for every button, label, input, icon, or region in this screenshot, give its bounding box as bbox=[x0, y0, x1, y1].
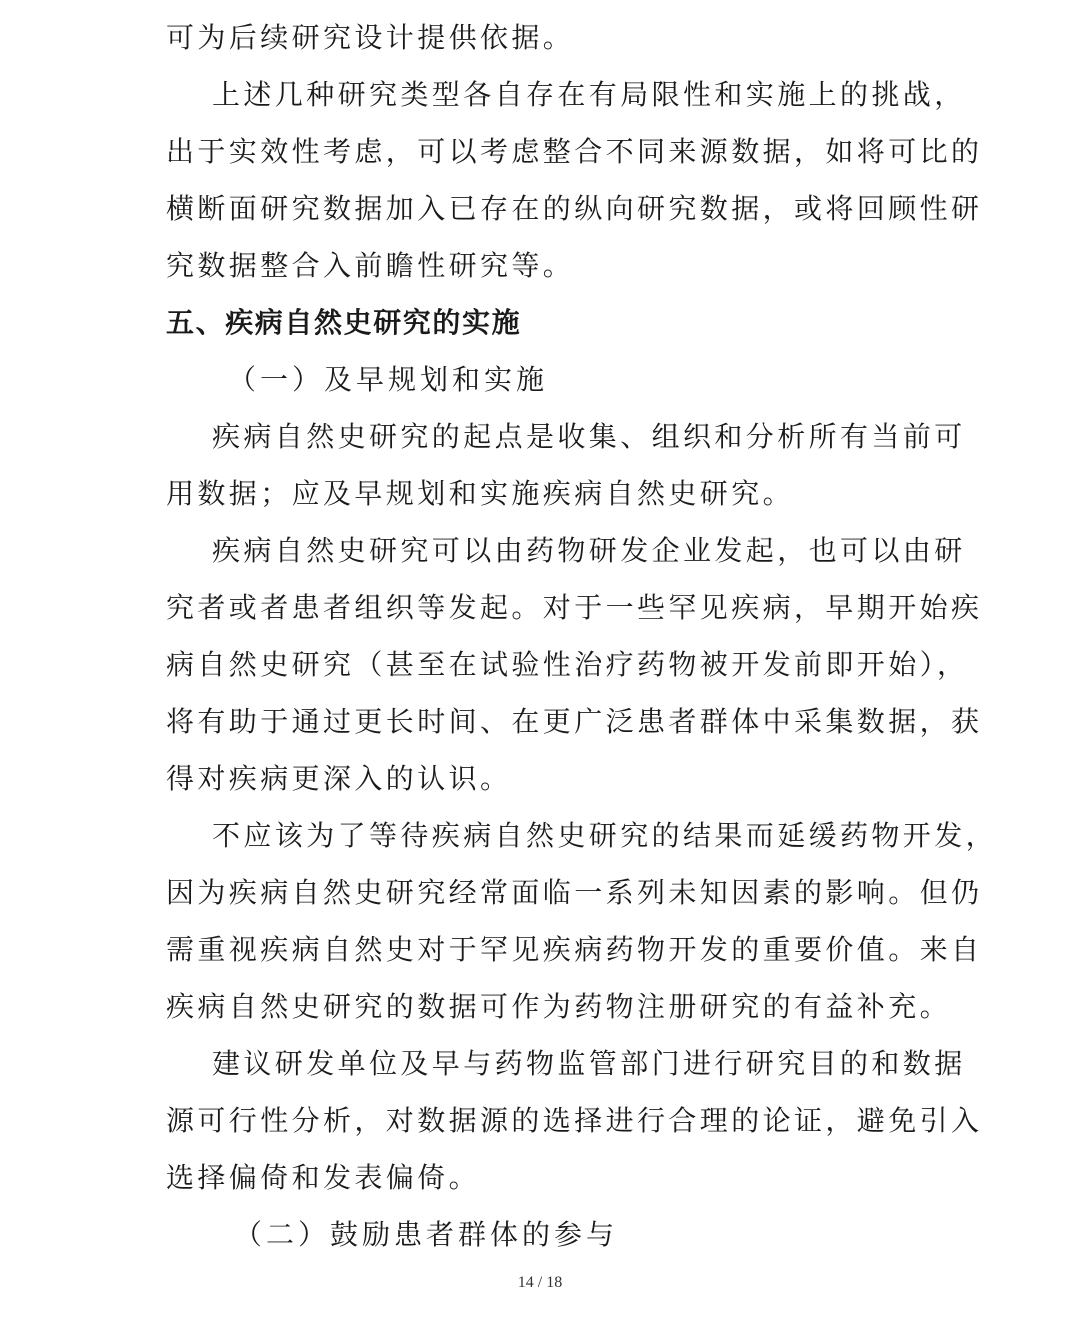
section-heading: 五、疾病自然史研究的实施 bbox=[166, 306, 522, 339]
subsection-heading: （二）鼓励患者群体的参与 bbox=[234, 1218, 619, 1251]
paragraph-start-line: 疾病自然史研究的起点是收集、组织和分析所有当前可 bbox=[212, 420, 966, 453]
text-line: 病自然史研究（甚至在试验性治疗药物被开发前即开始）， bbox=[166, 648, 969, 681]
text-line: 究数据整合入前瞻性研究等。 bbox=[166, 249, 575, 282]
text-line: 源可行性分析，对数据源的选择进行合理的论证，避免引入 bbox=[166, 1104, 983, 1137]
paragraph-start-line: 上述几种研究类型各自存在有局限性和实施上的挑战， bbox=[212, 78, 966, 111]
page-number: 14 / 18 bbox=[517, 1274, 563, 1291]
text-line: 将有助于通过更长时间、在更广泛患者群体中采集数据，获 bbox=[166, 705, 983, 738]
text-line: 疾病自然史研究的数据可作为药物注册研究的有益补充。 bbox=[166, 990, 952, 1023]
text-line: 可为后续研究设计提供依据。 bbox=[166, 21, 575, 54]
text-line: 因为疾病自然史研究经常面临一系列未知因素的影响。但仍 bbox=[166, 876, 983, 909]
paragraph-start-line: 不应该为了等待疾病自然史研究的结果而延缓药物开发， bbox=[212, 819, 998, 852]
paragraph-start-line: 建议研发单位及早与药物监管部门进行研究目的和数据 bbox=[212, 1047, 966, 1080]
paragraph-start-line: 疾病自然史研究可以由药物研发企业发起，也可以由研 bbox=[212, 534, 966, 567]
text-line: 横断面研究数据加入已存在的纵向研究数据，或将回顾性研 bbox=[166, 192, 983, 225]
text-line: 出于实效性考虑，可以考虑整合不同来源数据，如将可比的 bbox=[166, 135, 983, 168]
text-line: 究者或者患者组织等发起。对于一些罕见疾病，早期开始疾 bbox=[166, 591, 983, 624]
subsection-heading: （一）及早规划和实施 bbox=[228, 363, 549, 396]
text-line: 选择偏倚和发表偏倚。 bbox=[166, 1161, 481, 1194]
document-body bbox=[166, 9, 998, 1263]
text-line: 用数据；应及早规划和实施疾病自然史研究。 bbox=[166, 477, 795, 510]
text-line: 需重视疾病自然史对于罕见疾病药物开发的重要价值。来自 bbox=[166, 933, 983, 966]
text-line: 得对疾病更深入的认识。 bbox=[166, 762, 512, 795]
